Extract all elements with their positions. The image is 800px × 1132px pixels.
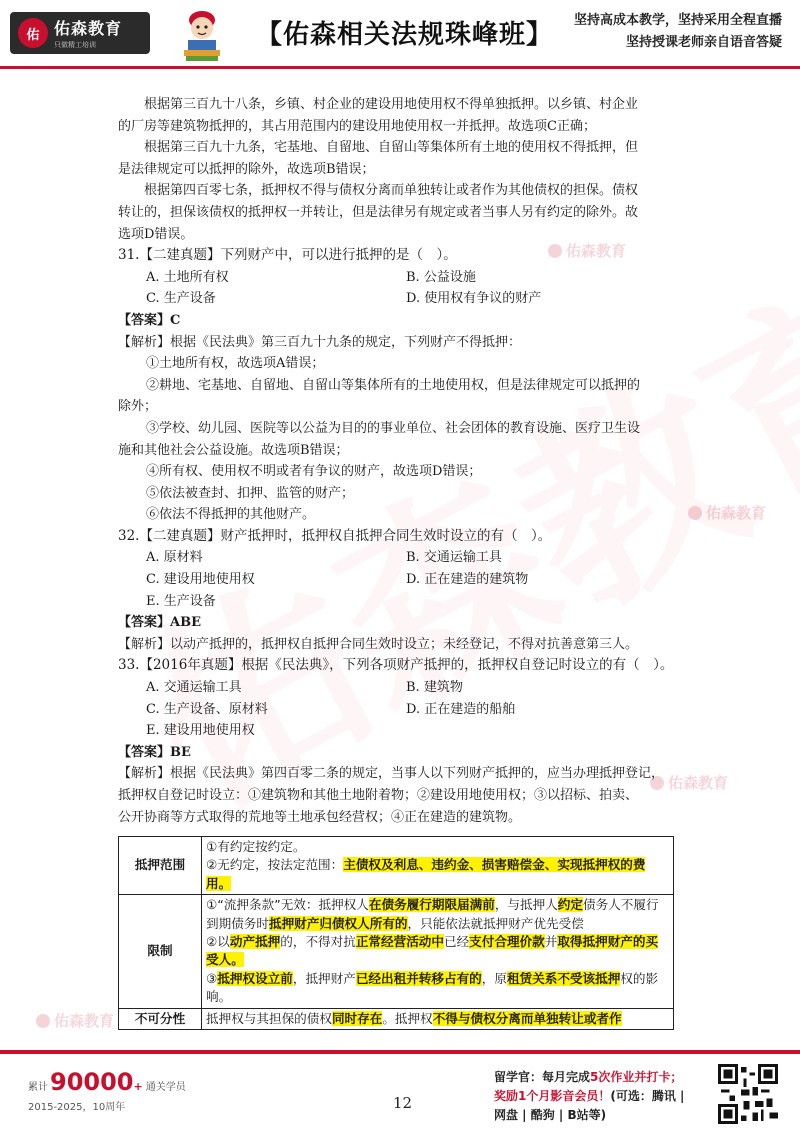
limit-1-g: ，只能依法就抵押财产优先受偿	[407, 915, 584, 931]
q31-option-d: D. 使用权有争议的财产	[406, 291, 542, 307]
q31-options	[118, 267, 678, 310]
table-row-indivisibility	[119, 1008, 674, 1029]
q33-option-c: C. 生产设备、原材料	[146, 701, 268, 717]
q33-option-d: D. 正在建造的船舶	[406, 701, 516, 717]
row-body-limits	[202, 895, 674, 1008]
watermark-small-4: 佑森教育	[36, 1010, 114, 1031]
row-body-scope	[202, 837, 674, 895]
limit-1-b: 在债务履行期限届满前	[368, 897, 495, 913]
row-head-scope: 抵押范围	[119, 837, 202, 895]
indiv-b: 同时存在	[331, 1010, 383, 1026]
logo-slogan: 只做精工培训	[54, 41, 96, 49]
stats-years: 2015-2025，10周年	[28, 1102, 126, 1113]
limit-1	[206, 896, 669, 933]
limit-3-d: 已经出租并转移占有的	[355, 970, 482, 986]
indiv-d: 不得与债权分离而单独转让或者作	[432, 1010, 622, 1026]
main-content	[118, 94, 678, 828]
q31-stem: 31.【二建真题】下列财产中，可以进行抵押的是（ ）。	[118, 247, 457, 264]
q33-analysis-line1: 【解析】根据《民法典》第四百零二条的规定，当事人以下列财产抵押的，应当办理抵押登记，	[118, 766, 665, 782]
limit-3-f: 租赁关系不受该抵押	[506, 970, 621, 986]
q31-option-b: B. 公益设施	[406, 269, 476, 285]
course-title: 【佑森相关法规珠峰班】	[256, 20, 554, 50]
q31-option-a: A. 土地所有权	[146, 269, 229, 285]
q31-item-2: ②耕地、宅基地、自留地、自留山等集体所有的土地使用权，但是法律规定可以抵押的	[146, 377, 641, 393]
watermark-small-3: 佑森教育	[650, 772, 728, 793]
intro-p3-line2: 转让的，担保该债权的抵押权一并转让，但是法律另有规定或者当事人另有约定的除外。故	[118, 204, 639, 220]
limit-3-g: 权的影响。	[206, 970, 659, 1005]
intro-p2-line1: 根据第三百九十九条，宅基地、自留地、自留山等集体所有土地的使用权不得抵押，但	[144, 140, 639, 156]
q31-item-5: ⑤依法被查封、扣押、监管的财产；	[146, 485, 355, 501]
scope-agreed: ①有约定按约定。	[206, 839, 306, 854]
limit-3	[206, 970, 669, 1007]
limit-3-e: ，原	[481, 970, 507, 986]
limit-2-b: 动产抵押	[229, 934, 281, 950]
brand-logo	[10, 12, 150, 54]
scope-statutory-label: ②无约定，按法定范围：	[206, 857, 344, 873]
q31-analysis: 【解析】根据《民法典》第三百九十九条的规定，下列财产不得抵押：	[118, 334, 522, 350]
q33-answer: 【答案】BE	[118, 744, 191, 760]
limit-2	[206, 933, 669, 970]
q33-option-e: E. 建设用地使用权	[146, 723, 255, 739]
intro-p1-line2: 的厂房等建筑物抵押的，其占用范围内的建设用地使用权一并抵押。故选项C正确；	[118, 118, 596, 134]
page-header	[0, 0, 800, 80]
limit-3-a: ③	[206, 970, 218, 986]
page-number: 12	[393, 1094, 413, 1112]
q33-option-a: A. 交通运输工具	[146, 680, 242, 696]
intro-p3-line1: 根据第四百零七条，抵押权不得与债权分离而单独转让或者作为其他债权的担保。债权	[144, 183, 639, 199]
limit-2-c: 的，不得对抗	[280, 934, 356, 950]
q31-item-3: ③学校、幼儿园、医院等以公益为目的的事业单位、社会团体的教育设施、医疗卫生设	[146, 420, 641, 436]
footer-stats	[28, 1068, 186, 1113]
row-head-limits: 限制	[119, 895, 202, 1008]
limit-2-f: 支付合理价款	[469, 934, 545, 950]
q32-option-b: B. 交通运输工具	[406, 550, 502, 566]
logo-mark-icon: 佑	[18, 18, 48, 48]
header-divider	[0, 66, 800, 69]
indiv-a: 抵押权与其担保的债权	[206, 1010, 332, 1026]
q32-option-d: D. 正在建造的建筑物	[406, 572, 529, 588]
q32-option-c: C. 建设用地使用权	[146, 572, 255, 588]
q33-analysis-line2: 抵押权自登记时设立：①建筑物和其他土地附着物；②建设用地使用权；③以招标、拍卖、	[118, 788, 639, 803]
row-body-indivisibility	[202, 1008, 674, 1029]
indiv-c: 。抵押权	[382, 1010, 433, 1026]
limit-3-c: ，抵押财产	[292, 970, 356, 986]
promo-l3: 网盘 | 酷狗 | B站等)	[494, 1108, 607, 1122]
stats-prefix: 累计	[28, 1082, 48, 1093]
limit-1-d: 约定	[557, 897, 583, 913]
q31-item-2-cont: 除外；	[118, 399, 158, 415]
watermark-small-1: 佑森教育	[548, 240, 626, 261]
promo-l2-red: 奖励1个月影音会员！	[494, 1089, 611, 1103]
stats-suffix: 通关学员	[145, 1082, 186, 1093]
limit-2-a: ②以	[206, 934, 230, 950]
q32-analysis: 【解析】以动产抵押的，抵押权自抵押合同生效时设立；未经登记，不得对抗善意第三人。	[118, 636, 639, 652]
slogan-line-2: 坚持授课老师亲自语音答疑	[625, 35, 782, 50]
limit-3-b: 抵押权设立前	[217, 970, 293, 986]
logo-name: 佑森教育	[54, 19, 123, 38]
q32-answer: 【答案】ABE	[118, 615, 201, 631]
qr-code-icon	[718, 1064, 778, 1124]
limit-1-c: ，与抵押人	[494, 897, 558, 913]
limit-1-e: 债务人不履行到期债务时	[206, 897, 659, 931]
limit-2-h: 取得抵押财产的买受人。	[206, 934, 659, 968]
header-slogan	[574, 10, 782, 54]
limit-2-d: 正常经营活动中	[355, 934, 444, 950]
limit-2-g: 并	[544, 934, 558, 950]
promo-l1-red: 5次作业并打卡；	[590, 1070, 683, 1084]
q32-option-a: A. 原材料	[146, 550, 203, 566]
promo-l1-pre: 留学官：每月完成	[494, 1070, 591, 1084]
q33-option-b: B. 建筑物	[406, 680, 463, 696]
limit-1-a: ①“流押条款”无效：抵押权人	[206, 897, 369, 913]
table-row-scope	[119, 837, 674, 895]
stats-plus: +	[133, 1080, 143, 1093]
mortgage-summary-table	[118, 836, 674, 1030]
footer-divider	[0, 1050, 800, 1054]
slogan-line-1: 坚持高成本教学，坚持采用全程直播	[573, 13, 782, 28]
limit-1-f: 抵押财产归债权人所有的	[268, 915, 408, 931]
q32-options	[118, 547, 678, 612]
q33-stem: 33.【2016年真题】根据《民法典》，下列各项财产抵押的，抵押权自登记时设立的有（ ）。	[118, 657, 674, 674]
q32-stem: 32.【二建真题】财产抵押时，抵押权自抵押合同生效时设立的有（ ）。	[118, 527, 552, 544]
scope-statutory-highlight: 主债权及利息、违约金、损害赔偿金、实现抵押权的费用。	[206, 857, 646, 891]
q31-item-4: ④所有权、使用权不明或者有争议的财产，故选项D错误；	[146, 464, 482, 480]
scope-statutory	[206, 856, 669, 893]
q31-item-1: ①土地所有权，故选项A错误；	[146, 356, 325, 372]
q31-item-3-cont: 施和其他社会公益设施。故选项B错误；	[118, 442, 349, 458]
q31-answer: 【答案】C	[118, 312, 181, 328]
intro-p1-line1: 根据第三百九十八条，乡镇、村企业的建设用地使用权不得单独抵押。以乡镇、村企业	[144, 97, 639, 112]
mascot-reading-icon	[178, 6, 226, 62]
intro-p3-line3: 选项D错误。	[118, 226, 194, 242]
promo-l2-post: (可选：腾讯 |	[610, 1089, 685, 1103]
table-row-limits	[119, 895, 674, 1008]
intro-p2-line2: 是法律规定可以抵押的除外，故选项B错误；	[118, 161, 375, 177]
footer-promo	[494, 1068, 709, 1125]
q33-analysis-line3: 公开协商等方式取得的荒地等土地承包经营权；④正在建造的建筑物。	[118, 809, 522, 825]
q32-option-e: E. 生产设备	[146, 593, 216, 609]
q33-options	[118, 677, 678, 742]
row-head-indivisibility: 不可分性	[119, 1008, 202, 1029]
q31-item-6: ⑥依法不得抵押的其他财产。	[146, 507, 316, 523]
watermark-small-2: 佑森教育	[688, 502, 766, 523]
limit-2-e: 已经	[443, 934, 470, 950]
q31-option-c: C. 生产设备	[146, 291, 216, 307]
stats-count: 90000	[50, 1068, 134, 1096]
